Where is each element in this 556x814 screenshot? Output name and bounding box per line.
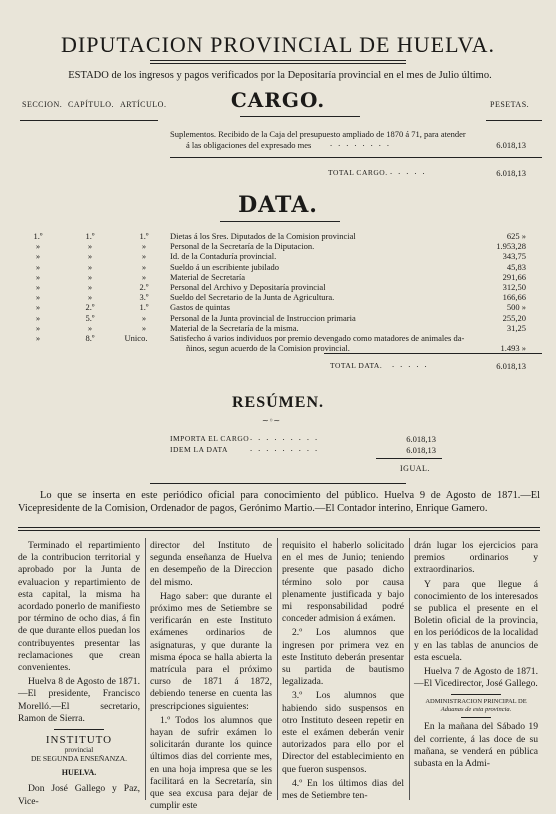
cargo-divider: [170, 157, 542, 158]
total-data-amount: 6.018,13: [496, 361, 526, 371]
column-divider: [409, 538, 410, 800]
row-capitulo: »: [87, 292, 93, 303]
column-divider: [277, 538, 278, 800]
data-divider: [324, 353, 542, 354]
col4-paragraph: Y para que llegue á conocimiento de los interesados se publica el presente en el Boletin oficial de la provincia, en los periódicos de la localidad y en las tablas de anuncios de esta escuela.: [414, 578, 538, 663]
row-articulo: »: [141, 251, 147, 262]
row-seccion: »: [35, 312, 41, 323]
row-description: Personal de la Junta provincial de Instruccion primaria: [170, 312, 356, 323]
row-amount: 291,66: [502, 271, 526, 282]
row-description: Material de Secretaría: [170, 271, 246, 282]
resumen-heading: RESÚMEN.: [231, 394, 324, 411]
ornament-icon: ~◦~: [262, 416, 281, 425]
row-seccion: »: [35, 282, 41, 292]
col-capitulo: CAPÍTULO.: [68, 100, 115, 109]
leader-dots: .....: [392, 359, 433, 369]
row-description: Personal de la Secretaría de la Diputacion.: [170, 241, 315, 252]
col2-paragraph: 1.º Todos los alumnos que hayan de sufrir exámen lo solicitarán durante los quince últimos dias del corriente mes, en una hoja impresa que se les facilitará en la Secretaría, sin que sea excusa para dejar de cumplir este: [150, 714, 272, 812]
col2-paragraph: director del Instituto de segunda enseñanza de Huelva en desempeño de la Direccion del mismo.: [150, 540, 272, 588]
row-seccion: »: [35, 302, 41, 313]
row-capitulo: 1.º: [85, 231, 95, 241]
row-amount: 166,66: [502, 292, 526, 303]
cargo-line-1: Suplementos. Recibido de la Caja del presupuesto ampliado de 1870 á 71, para atender: [170, 129, 466, 139]
row-articulo: 1.º: [139, 231, 149, 241]
leader-dots: ........: [330, 138, 395, 148]
col-pesetas: PESETAS.: [490, 100, 530, 109]
rule: [451, 694, 501, 695]
row-seccion: »: [35, 251, 41, 262]
aduanas-sub: Aduanas de esta provincia.: [440, 706, 512, 714]
report-subtitle: ESTADO de los ingresos y pagos verificados por la Depositaría provincial en el mes de Julio último.: [68, 70, 492, 81]
data-heading: DATA.: [238, 192, 318, 218]
total-cargo-amount: 6.018,13: [496, 168, 526, 178]
column-2: [150, 540, 272, 814]
column-divider: [145, 538, 146, 800]
total-cargo-label: TOTAL CARGO.: [328, 168, 388, 177]
col1-paragraph: Don José Gallego y Paz, Vice-: [18, 783, 140, 807]
rule: [461, 717, 491, 718]
cargo-rule: [240, 116, 360, 117]
col-seccion: SECCION.: [22, 100, 63, 109]
row-capitulo: 8.º: [85, 333, 95, 343]
col4-paragraph: En la mañana del Sábado 19 del corriente, á las doce de su mañana, se venderá en pública subasta en la Admi-: [414, 721, 538, 770]
row-articulo: 1.º: [139, 302, 149, 313]
row-articulo: 3.º: [139, 292, 149, 303]
col3-paragraph: 3.º Los alumnos que habiendo sido suspensos en otro Instituto deseen repetir en este el exámen deberán venir autorizados para ello por el Director del establecimiento en que fueron suspensos.: [282, 690, 404, 775]
row-description: Satisfecho á varios individuos por premio devengado como matadores de animales da-: [170, 333, 465, 343]
column-1: [18, 540, 140, 810]
col2-paragraph: Hago saber: que durante el próximo mes de Setiembre se verificarán en este Instituto exámenes ordinarios de asignaturas, y que durante la misma época se halla abierta la matrícula para el próximo curso de 1871 á 1872, debiendo tenerse en cuenta las prescripciones siguientes:: [150, 590, 272, 712]
resumen-bottom-rule: [150, 483, 406, 484]
row-seccion: »: [35, 333, 41, 343]
leader-dots: .........: [250, 443, 324, 453]
row-articulo: »: [141, 271, 147, 282]
row-articulo: »: [141, 241, 147, 252]
col4-paragraph: drán lugar los ejercicios para premios ordinarios y extraordinarios.: [414, 540, 538, 576]
row-capitulo: »: [87, 271, 93, 282]
resumen-data-label: IDEM LA DATA: [170, 445, 228, 454]
cargo-line-2: á las obligaciones del expresado mes: [186, 140, 312, 150]
row-description: Dietas á los Sres. Diputados de la Comision provincial: [170, 231, 356, 241]
instituto-sub: provincial: [64, 746, 94, 755]
header-rule: [20, 120, 158, 121]
row-description: Sueldo del Secretario de la Junta de Agricultura.: [170, 292, 335, 303]
row-amount: 45,83: [506, 261, 526, 272]
row-description: ñinos, segun acuerdo de la Comision provincial.: [186, 343, 350, 354]
row-seccion: »: [35, 261, 41, 272]
title-rule: [150, 60, 406, 61]
cargo-heading: CARGO.: [230, 88, 326, 112]
row-seccion: 1.º: [33, 231, 43, 241]
row-seccion: »: [35, 271, 41, 282]
row-description: Personal del Archivo y Depositaría provincial: [170, 282, 326, 292]
instituto-sub2: DE SEGUNDA ENSEÑANZA.: [30, 754, 128, 764]
row-amount: 1.953,28: [496, 241, 526, 252]
row-amount: 343,75: [502, 251, 526, 262]
city-heading: HUELVA.: [61, 768, 97, 778]
rule: [54, 729, 104, 730]
resumen-divider: [376, 458, 442, 459]
col1-paragraph: Terminado el repartimiento de la contribucion territorial y aprobado por la Junta de evaluacion y repartimiento de esta capital, la misma ha acordado ponerlo de manifiesto por término de ocho dias, á fin de que durante ellos puedan los contribuyentes presentar las reclamaciones que crean convenientes.: [18, 540, 140, 674]
row-description: Sueldo á un escribiente jubilado: [170, 261, 280, 272]
row-amount: 625 »: [506, 231, 526, 241]
row-seccion: »: [35, 292, 41, 303]
instituto-heading: INSTITUTO: [45, 734, 113, 747]
row-capitulo: »: [87, 251, 93, 262]
row-description: Id. de la Contaduría provincial.: [170, 251, 277, 262]
row-seccion: »: [35, 322, 41, 333]
row-articulo: Unico.: [124, 333, 148, 343]
resumen-data-amount: 6.018,13: [406, 445, 436, 455]
col3-paragraph: 2.º Los alumnos que ingresen por primera vez en este Instituto deberán presentar su partida de bautismo legalizada.: [282, 627, 404, 688]
col1-paragraph: Huelva 8 de Agosto de 1871.—El presidente, Francisco Morelló.—El secretario, Ramon de Sierra.: [18, 676, 140, 724]
resumen-result: IGUAL.: [400, 464, 430, 473]
leader-dots: .....: [390, 166, 431, 176]
row-articulo: »: [141, 322, 147, 333]
header-rule-right: [486, 120, 542, 121]
row-articulo: 2.º: [139, 282, 149, 292]
cargo-amount: 6.018,13: [496, 140, 526, 150]
col3-paragraph: 4.º En los últimos dias del mes de Setiembre ten-: [282, 777, 404, 802]
page-title: DIPUTACION PROVINCIAL DE HUELVA.: [61, 32, 495, 57]
row-description: Material de la Secretaría de la misma.: [170, 322, 299, 333]
row-articulo: »: [141, 261, 147, 272]
row-amount: 31,25: [506, 322, 526, 333]
row-capitulo: 5.º: [85, 312, 95, 323]
title-rule-2: [150, 63, 406, 64]
row-articulo: »: [141, 312, 147, 323]
col3-paragraph: requisito el haberlo solicitado en el mes de Junio; teniendo presente que pasado dicho término solo por causa plenamente justificada y bajo mi responsabilidad podré conceder admision á exámen.: [282, 540, 404, 625]
total-data-label: TOTAL DATA.: [330, 361, 383, 370]
section-rule-2: [18, 530, 540, 531]
row-capitulo: »: [87, 282, 93, 292]
col4-paragraph: Huelva 7 de Agosto de 1871.—El Vicedirector, José Gallego.: [414, 666, 538, 690]
row-amount: 1.493 »: [500, 343, 526, 354]
row-capitulo: »: [87, 322, 93, 333]
row-amount: 500 »: [506, 302, 526, 313]
aduanas-heading: ADMINISTRACION PRINCIPAL DE: [425, 698, 527, 706]
row-seccion: »: [35, 241, 41, 252]
footnote-paragraph: Lo que se inserta en este periódico oficial para conocimiento del público. Huelva 9 de Agosto de 1871.—El Vicepresidente de la Comision, Ordenador de pagos, Gerónimo Martio.—El Contador interino, Enrique Gamero.: [18, 490, 540, 514]
column-3: [282, 540, 404, 804]
row-capitulo: »: [87, 241, 93, 252]
row-amount: 255,20: [502, 312, 526, 323]
resumen-cargo-label: IMPORTA EL CARGO: [170, 434, 250, 443]
resumen-cargo-amount: 6.018,13: [406, 434, 436, 444]
row-description: Gastos de quintas: [170, 302, 230, 313]
leader-dots: .........: [250, 432, 324, 442]
row-capitulo: »: [87, 261, 93, 272]
column-4: [414, 540, 538, 772]
row-capitulo: 2.º: [85, 302, 95, 313]
col-articulo: ARTÍCULO.: [120, 100, 167, 109]
data-rule: [220, 221, 340, 222]
row-amount: 312,50: [502, 282, 526, 292]
section-rule: [18, 527, 540, 528]
